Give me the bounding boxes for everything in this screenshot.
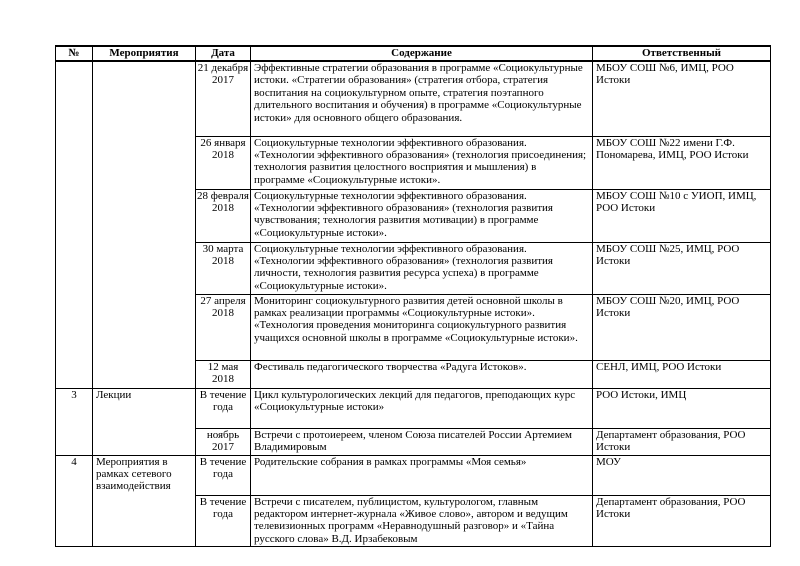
group-name-cell [93, 61, 196, 388]
col-header-date: Дата [196, 46, 251, 61]
group-number-cell [56, 61, 93, 388]
responsible-cell: МОУ [593, 455, 771, 495]
content-cell: Мониторинг социокультурного развития детей основной школы в рамках реализации программы «Социокультурные истоки». «Технология проведения мониторинга социокультурного развития учащихся основной школы в программе «Социокультурные истоки». [251, 294, 593, 360]
content-cell: Встречи с протоиереем, членом Союза писателей России Артемием Владимировым [251, 428, 593, 455]
responsible-cell: МБОУ СОШ №6, ИМЦ, РОО Истоки [593, 61, 771, 136]
content-cell: Эффективные стратегии образования в программе «Социокультурные истоки. «Стратегии образования» (стратегия отбора, стратегия воспитания на социокультурном опыте, стратегия поэтапного длительного воспитания и обучения) в программе «Социокультурные истоки» для основного общего образования. [251, 61, 593, 136]
date-cell: В течение года [196, 388, 251, 428]
group-number-cell: 4 [56, 455, 93, 547]
group-number-cell: 3 [56, 388, 93, 455]
date-cell: В течение года [196, 495, 251, 547]
group-name-cell: Лекции [93, 388, 196, 455]
col-header-responsible: Ответственный [593, 46, 771, 61]
date-cell: В течение года [196, 455, 251, 495]
date-cell: 28 февраля 2018 [196, 189, 251, 242]
table-row [56, 61, 771, 136]
content-cell: Социокультурные технологии эффективного образования. «Технологии эффективного образования» (технология присоединения; технология развития целостного восприятия и мышления) в программе «Социокультурные истоки». [251, 136, 593, 189]
responsible-cell: Департамент образования, РОО Истоки [593, 495, 771, 547]
events-schedule-table [55, 45, 771, 547]
date-cell: 26 января 2018 [196, 136, 251, 189]
date-cell: 12 мая 2018 [196, 360, 251, 388]
date-cell: 30 марта 2018 [196, 242, 251, 294]
date-cell: 21 декабря 2017 [196, 61, 251, 136]
table-row [56, 388, 771, 428]
responsible-cell: РОО Истоки, ИМЦ [593, 388, 771, 428]
header-row [56, 46, 771, 61]
responsible-cell: СЕНЛ, ИМЦ, РОО Истоки [593, 360, 771, 388]
responsible-cell: МБОУ СОШ №20, ИМЦ, РОО Истоки [593, 294, 771, 360]
group-name-cell: Мероприятия в рамках сетевого взаимодействия [93, 455, 196, 547]
col-header-content: Содержание [251, 46, 593, 61]
content-cell: Социокультурные технологии эффективного образования. «Технологии эффективного образования» (технология развития личности, технология развития ресурса успеха) в программе «Социокультурные истоки». [251, 242, 593, 294]
responsible-cell: МБОУ СОШ №25, ИМЦ, РОО Истоки [593, 242, 771, 294]
responsible-cell: МБОУ СОШ №22 имени Г.Ф. Пономарева, ИМЦ, РОО Истоки [593, 136, 771, 189]
content-cell: Встречи с писателем, публицистом, культурологом, главным редактором интернет-журнала «Живое слово», автором и ведущим телевизионных программ «Неравнодушный разговор» и «Тайна русского слова» В.Д. Ирзабековым [251, 495, 593, 547]
table-row [56, 455, 771, 495]
content-cell: Фестиваль педагогического творчества «Радуга Истоков». [251, 360, 593, 388]
responsible-cell: Департамент образования, РОО Истоки [593, 428, 771, 455]
date-cell: 27 апреля 2018 [196, 294, 251, 360]
content-cell: Социокультурные технологии эффективного образования. «Технологии эффективного образования» (технология развития чувствования; технология развития мотивации) в программе «Социокультурные истоки». [251, 189, 593, 242]
content-cell: Родительские собрания в рамках программы «Моя семья» [251, 455, 593, 495]
responsible-cell: МБОУ СОШ №10 с УИОП, ИМЦ, РОО Истоки [593, 189, 771, 242]
col-header-events: Мероприятия [93, 46, 196, 61]
date-cell: ноябрь 2017 [196, 428, 251, 455]
col-header-number: № [56, 46, 93, 61]
content-cell: Цикл культурологических лекций для педагогов, преподающих курс «Социокультурные истоки» [251, 388, 593, 428]
